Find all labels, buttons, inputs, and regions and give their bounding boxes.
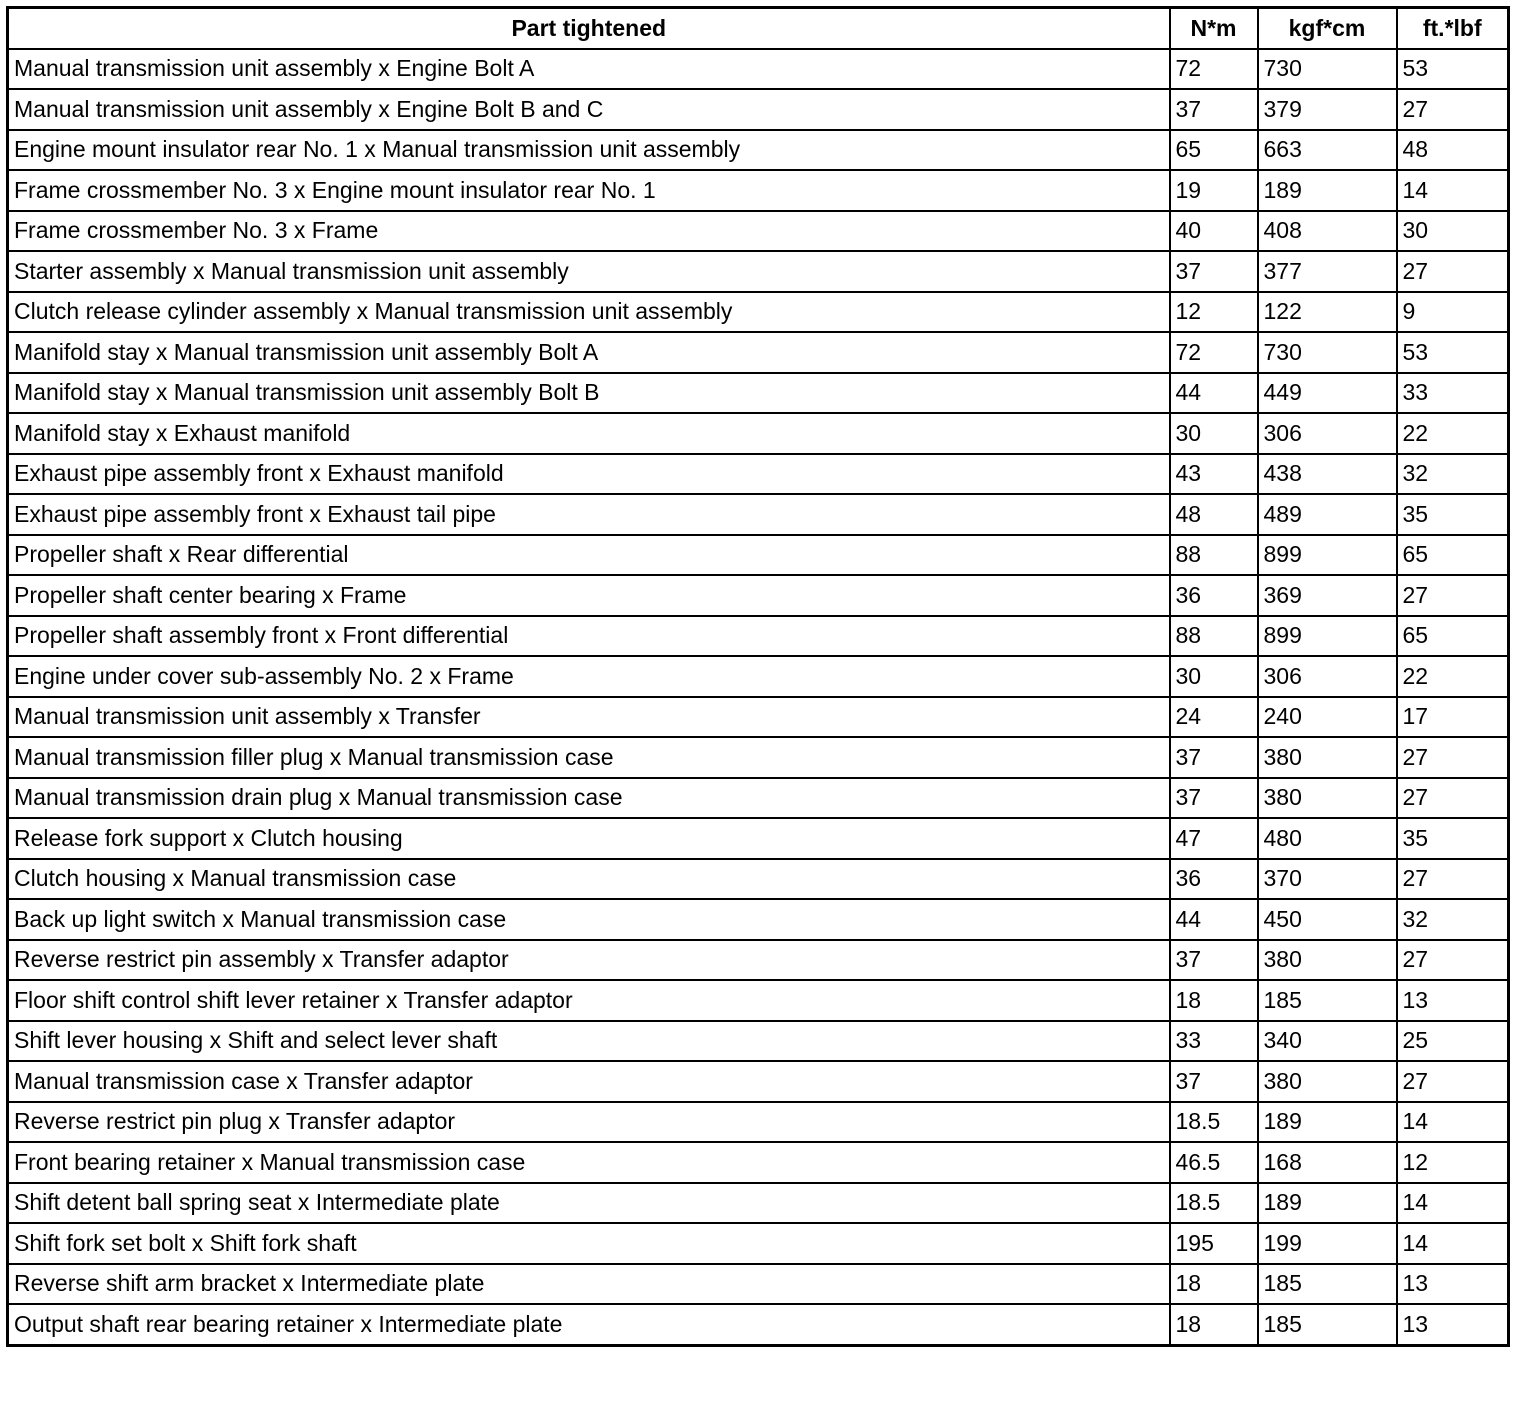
cell-newton-meter: 65 [1170, 130, 1258, 171]
table-row [8, 332, 1509, 373]
cell-kgf-cm: 449 [1258, 373, 1397, 414]
cell-kgf-cm: 380 [1258, 940, 1397, 981]
table-row [8, 778, 1509, 819]
cell-kgf-cm: 899 [1258, 616, 1397, 657]
cell-kgf-cm: 185 [1258, 1264, 1397, 1305]
cell-ft-lbf: 14 [1397, 170, 1509, 211]
table-row [8, 1223, 1509, 1264]
header-part-tightened: Part tightened [8, 8, 1170, 49]
cell-newton-meter: 40 [1170, 211, 1258, 252]
cell-part-tightened: Exhaust pipe assembly front x Exhaust manifold [8, 454, 1170, 495]
header-kgf-cm: kgf*cm [1258, 8, 1397, 49]
table-row [8, 49, 1509, 90]
cell-part-tightened: Propeller shaft assembly front x Front differential [8, 616, 1170, 657]
cell-part-tightened: Reverse restrict pin assembly x Transfer adaptor [8, 940, 1170, 981]
cell-part-tightened: Manual transmission filler plug x Manual transmission case [8, 737, 1170, 778]
cell-ft-lbf: 32 [1397, 454, 1509, 495]
header-newton-meter: N*m [1170, 8, 1258, 49]
table-row [8, 373, 1509, 414]
table-row [8, 899, 1509, 940]
cell-ft-lbf: 14 [1397, 1223, 1509, 1264]
cell-newton-meter: 33 [1170, 1021, 1258, 1062]
table-row [8, 413, 1509, 454]
header-ft-lbf: ft.*lbf [1397, 8, 1509, 49]
cell-ft-lbf: 9 [1397, 292, 1509, 333]
cell-kgf-cm: 730 [1258, 332, 1397, 373]
cell-part-tightened: Shift fork set bolt x Shift fork shaft [8, 1223, 1170, 1264]
table-row [8, 89, 1509, 130]
cell-ft-lbf: 65 [1397, 616, 1509, 657]
cell-part-tightened: Exhaust pipe assembly front x Exhaust tail pipe [8, 494, 1170, 535]
table-row [8, 697, 1509, 738]
cell-part-tightened: Shift detent ball spring seat x Intermediate plate [8, 1183, 1170, 1224]
cell-ft-lbf: 65 [1397, 535, 1509, 576]
cell-ft-lbf: 13 [1397, 1264, 1509, 1305]
cell-part-tightened: Manual transmission drain plug x Manual transmission case [8, 778, 1170, 819]
cell-newton-meter: 44 [1170, 373, 1258, 414]
cell-part-tightened: Manual transmission unit assembly x Transfer [8, 697, 1170, 738]
cell-kgf-cm: 370 [1258, 859, 1397, 900]
cell-kgf-cm: 899 [1258, 535, 1397, 576]
cell-part-tightened: Reverse restrict pin plug x Transfer adaptor [8, 1102, 1170, 1143]
cell-kgf-cm: 168 [1258, 1142, 1397, 1183]
cell-part-tightened: Reverse shift arm bracket x Intermediate plate [8, 1264, 1170, 1305]
cell-kgf-cm: 189 [1258, 170, 1397, 211]
cell-newton-meter: 72 [1170, 49, 1258, 90]
cell-ft-lbf: 53 [1397, 49, 1509, 90]
table-row [8, 494, 1509, 535]
table-row [8, 1021, 1509, 1062]
cell-newton-meter: 37 [1170, 251, 1258, 292]
table-row [8, 1183, 1509, 1224]
cell-kgf-cm: 489 [1258, 494, 1397, 535]
cell-kgf-cm: 199 [1258, 1223, 1397, 1264]
table-row [8, 1061, 1509, 1102]
cell-part-tightened: Manifold stay x Manual transmission unit assembly Bolt B [8, 373, 1170, 414]
cell-kgf-cm: 380 [1258, 737, 1397, 778]
table-row [8, 170, 1509, 211]
cell-kgf-cm: 380 [1258, 1061, 1397, 1102]
cell-kgf-cm: 438 [1258, 454, 1397, 495]
table-row [8, 1264, 1509, 1305]
cell-newton-meter: 37 [1170, 89, 1258, 130]
cell-newton-meter: 12 [1170, 292, 1258, 333]
cell-kgf-cm: 340 [1258, 1021, 1397, 1062]
cell-newton-meter: 195 [1170, 1223, 1258, 1264]
cell-ft-lbf: 13 [1397, 1304, 1509, 1345]
cell-part-tightened: Manual transmission case x Transfer adaptor [8, 1061, 1170, 1102]
cell-kgf-cm: 306 [1258, 413, 1397, 454]
cell-ft-lbf: 17 [1397, 697, 1509, 738]
cell-ft-lbf: 12 [1397, 1142, 1509, 1183]
cell-part-tightened: Frame crossmember No. 3 x Engine mount insulator rear No. 1 [8, 170, 1170, 211]
cell-part-tightened: Clutch housing x Manual transmission case [8, 859, 1170, 900]
cell-newton-meter: 18 [1170, 980, 1258, 1021]
cell-newton-meter: 46.5 [1170, 1142, 1258, 1183]
cell-part-tightened: Output shaft rear bearing retainer x Intermediate plate [8, 1304, 1170, 1345]
cell-part-tightened: Propeller shaft x Rear differential [8, 535, 1170, 576]
cell-ft-lbf: 35 [1397, 818, 1509, 859]
cell-newton-meter: 43 [1170, 454, 1258, 495]
cell-kgf-cm: 240 [1258, 697, 1397, 738]
cell-ft-lbf: 22 [1397, 413, 1509, 454]
cell-ft-lbf: 53 [1397, 332, 1509, 373]
cell-newton-meter: 88 [1170, 535, 1258, 576]
cell-newton-meter: 18.5 [1170, 1183, 1258, 1224]
cell-ft-lbf: 14 [1397, 1102, 1509, 1143]
table-row [8, 859, 1509, 900]
cell-part-tightened: Manifold stay x Manual transmission unit assembly Bolt A [8, 332, 1170, 373]
table-row [8, 980, 1509, 1021]
cell-part-tightened: Engine under cover sub-assembly No. 2 x Frame [8, 656, 1170, 697]
table-row [8, 292, 1509, 333]
cell-ft-lbf: 13 [1397, 980, 1509, 1021]
table-body [8, 49, 1509, 1346]
table-row [8, 251, 1509, 292]
cell-kgf-cm: 369 [1258, 575, 1397, 616]
cell-kgf-cm: 480 [1258, 818, 1397, 859]
table-row [8, 535, 1509, 576]
cell-newton-meter: 37 [1170, 778, 1258, 819]
cell-part-tightened: Shift lever housing x Shift and select lever shaft [8, 1021, 1170, 1062]
cell-kgf-cm: 730 [1258, 49, 1397, 90]
table-row [8, 575, 1509, 616]
cell-ft-lbf: 27 [1397, 575, 1509, 616]
torque-specification-table [6, 6, 1510, 1347]
cell-newton-meter: 72 [1170, 332, 1258, 373]
cell-newton-meter: 44 [1170, 899, 1258, 940]
cell-ft-lbf: 25 [1397, 1021, 1509, 1062]
cell-part-tightened: Front bearing retainer x Manual transmission case [8, 1142, 1170, 1183]
cell-part-tightened: Starter assembly x Manual transmission unit assembly [8, 251, 1170, 292]
cell-newton-meter: 48 [1170, 494, 1258, 535]
cell-newton-meter: 18.5 [1170, 1102, 1258, 1143]
cell-newton-meter: 37 [1170, 940, 1258, 981]
cell-ft-lbf: 32 [1397, 899, 1509, 940]
table-row [8, 1102, 1509, 1143]
cell-part-tightened: Manual transmission unit assembly x Engine Bolt A [8, 49, 1170, 90]
cell-newton-meter: 18 [1170, 1304, 1258, 1345]
cell-part-tightened: Clutch release cylinder assembly x Manual transmission unit assembly [8, 292, 1170, 333]
table-row [8, 130, 1509, 171]
cell-kgf-cm: 185 [1258, 980, 1397, 1021]
cell-ft-lbf: 35 [1397, 494, 1509, 535]
cell-part-tightened: Frame crossmember No. 3 x Frame [8, 211, 1170, 252]
cell-kgf-cm: 380 [1258, 778, 1397, 819]
table-row [8, 1142, 1509, 1183]
cell-ft-lbf: 27 [1397, 89, 1509, 130]
cell-kgf-cm: 663 [1258, 130, 1397, 171]
cell-ft-lbf: 22 [1397, 656, 1509, 697]
cell-newton-meter: 30 [1170, 413, 1258, 454]
cell-kgf-cm: 408 [1258, 211, 1397, 252]
table-row [8, 1304, 1509, 1345]
cell-newton-meter: 37 [1170, 737, 1258, 778]
cell-ft-lbf: 27 [1397, 251, 1509, 292]
cell-part-tightened: Release fork support x Clutch housing [8, 818, 1170, 859]
cell-part-tightened: Manifold stay x Exhaust manifold [8, 413, 1170, 454]
cell-newton-meter: 88 [1170, 616, 1258, 657]
cell-ft-lbf: 33 [1397, 373, 1509, 414]
table-row [8, 737, 1509, 778]
cell-ft-lbf: 14 [1397, 1183, 1509, 1224]
table-row [8, 616, 1509, 657]
cell-newton-meter: 36 [1170, 575, 1258, 616]
cell-part-tightened: Floor shift control shift lever retainer x Transfer adaptor [8, 980, 1170, 1021]
cell-newton-meter: 24 [1170, 697, 1258, 738]
cell-kgf-cm: 450 [1258, 899, 1397, 940]
cell-ft-lbf: 30 [1397, 211, 1509, 252]
cell-part-tightened: Propeller shaft center bearing x Frame [8, 575, 1170, 616]
cell-ft-lbf: 27 [1397, 778, 1509, 819]
cell-kgf-cm: 377 [1258, 251, 1397, 292]
cell-newton-meter: 19 [1170, 170, 1258, 211]
cell-kgf-cm: 189 [1258, 1102, 1397, 1143]
cell-ft-lbf: 27 [1397, 1061, 1509, 1102]
cell-newton-meter: 36 [1170, 859, 1258, 900]
cell-part-tightened: Manual transmission unit assembly x Engine Bolt B and C [8, 89, 1170, 130]
cell-ft-lbf: 27 [1397, 940, 1509, 981]
cell-newton-meter: 47 [1170, 818, 1258, 859]
cell-newton-meter: 37 [1170, 1061, 1258, 1102]
cell-ft-lbf: 48 [1397, 130, 1509, 171]
cell-ft-lbf: 27 [1397, 737, 1509, 778]
cell-part-tightened: Back up light switch x Manual transmission case [8, 899, 1170, 940]
cell-newton-meter: 18 [1170, 1264, 1258, 1305]
cell-kgf-cm: 379 [1258, 89, 1397, 130]
cell-kgf-cm: 306 [1258, 656, 1397, 697]
table-header-row [8, 8, 1509, 49]
cell-kgf-cm: 122 [1258, 292, 1397, 333]
cell-part-tightened: Engine mount insulator rear No. 1 x Manual transmission unit assembly [8, 130, 1170, 171]
table-row [8, 656, 1509, 697]
table-row [8, 454, 1509, 495]
cell-kgf-cm: 185 [1258, 1304, 1397, 1345]
table-row [8, 818, 1509, 859]
cell-newton-meter: 30 [1170, 656, 1258, 697]
table-row [8, 211, 1509, 252]
cell-kgf-cm: 189 [1258, 1183, 1397, 1224]
table-row [8, 940, 1509, 981]
cell-ft-lbf: 27 [1397, 859, 1509, 900]
